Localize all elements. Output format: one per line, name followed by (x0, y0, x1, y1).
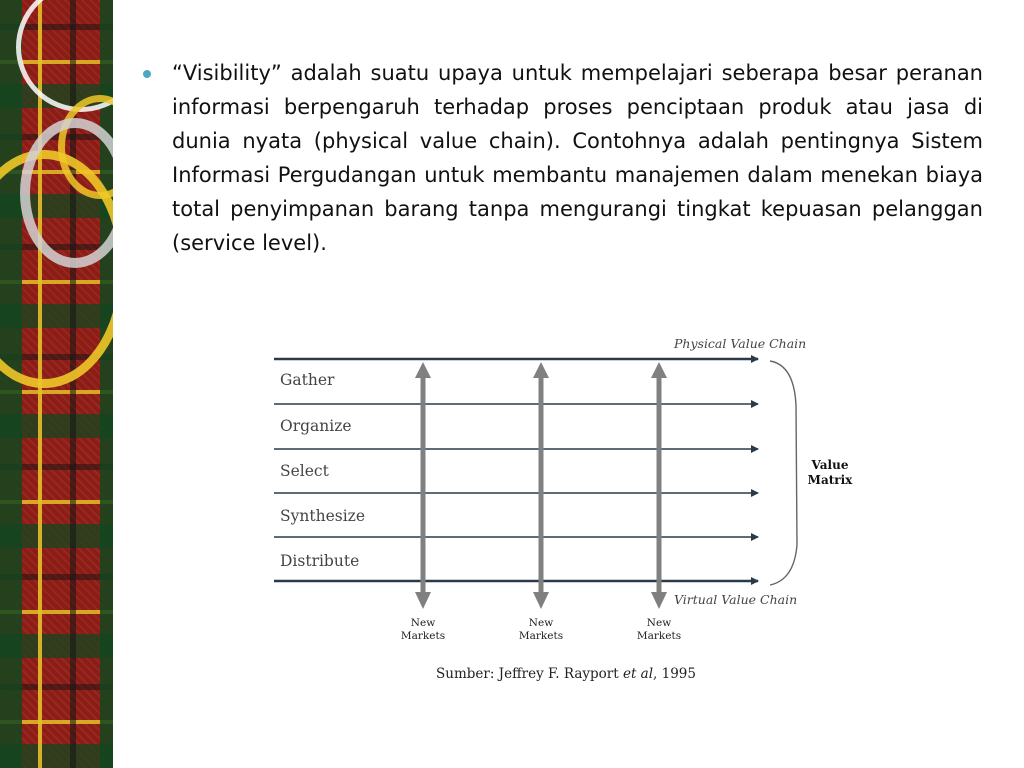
row-label-organize: Organize (280, 417, 352, 435)
market-label-3-line1: New (646, 617, 672, 629)
arrow-head-down (651, 592, 667, 609)
arrow-head-up (651, 362, 667, 378)
market-label-1-line2: Markets (400, 630, 446, 642)
row-label-gather: Gather (280, 371, 335, 389)
bullet-point (143, 56, 983, 260)
market-label-3-line2: Markets (636, 630, 682, 642)
value-chain-diagram (266, 325, 866, 659)
new-markets-arrow (651, 362, 667, 609)
new-markets-arrow (415, 362, 431, 609)
source-etal: et al (622, 666, 654, 682)
new-markets-arrow (533, 362, 549, 609)
row-label-distribute: Distribute (280, 552, 360, 570)
row-label-synthesize: Synthesize (280, 507, 365, 525)
arrow-head-up (533, 362, 549, 378)
virtual-value-chain-label: Virtual Value Chain (674, 592, 798, 607)
horizontal-lines (274, 359, 758, 581)
vertical-arrows (415, 362, 667, 609)
market-label-2-line2: Markets (518, 630, 564, 642)
arrow-head-up (415, 362, 431, 378)
value-matrix-label-line1: Value (811, 458, 849, 472)
bullet-text: “Visibility” adalah suatu upaya untuk mempelajari seberapa besar peranan informasi berpengaruh terhadap proses penciptaan produk atau jasa di dunia nyata (physical value chain). Contohnya adalah pentingnya Sistem Informasi Pergudangan untuk membantu manajemen dalam menekan biaya total penyimpanan barang tanpa mengurangi tingkat kepuasan pelanggan (service level). (172, 61, 983, 255)
value-matrix-label-line2: Matrix (807, 473, 853, 487)
market-label-1-line1: New (410, 617, 436, 629)
market-label-2-line1: New (528, 617, 554, 629)
value-matrix-brace (770, 361, 797, 585)
arrow-head-down (533, 592, 549, 609)
bullet-icon (143, 70, 151, 78)
source-citation (436, 666, 696, 682)
row-label-select: Select (280, 462, 329, 480)
source-suffix: , 1995 (653, 666, 696, 682)
tartan-decoration (0, 0, 113, 768)
source-prefix: Sumber: Jeffrey F. Rayport (436, 666, 623, 682)
arrow-head-down (415, 592, 431, 609)
physical-value-chain-label: Physical Value Chain (674, 336, 807, 351)
